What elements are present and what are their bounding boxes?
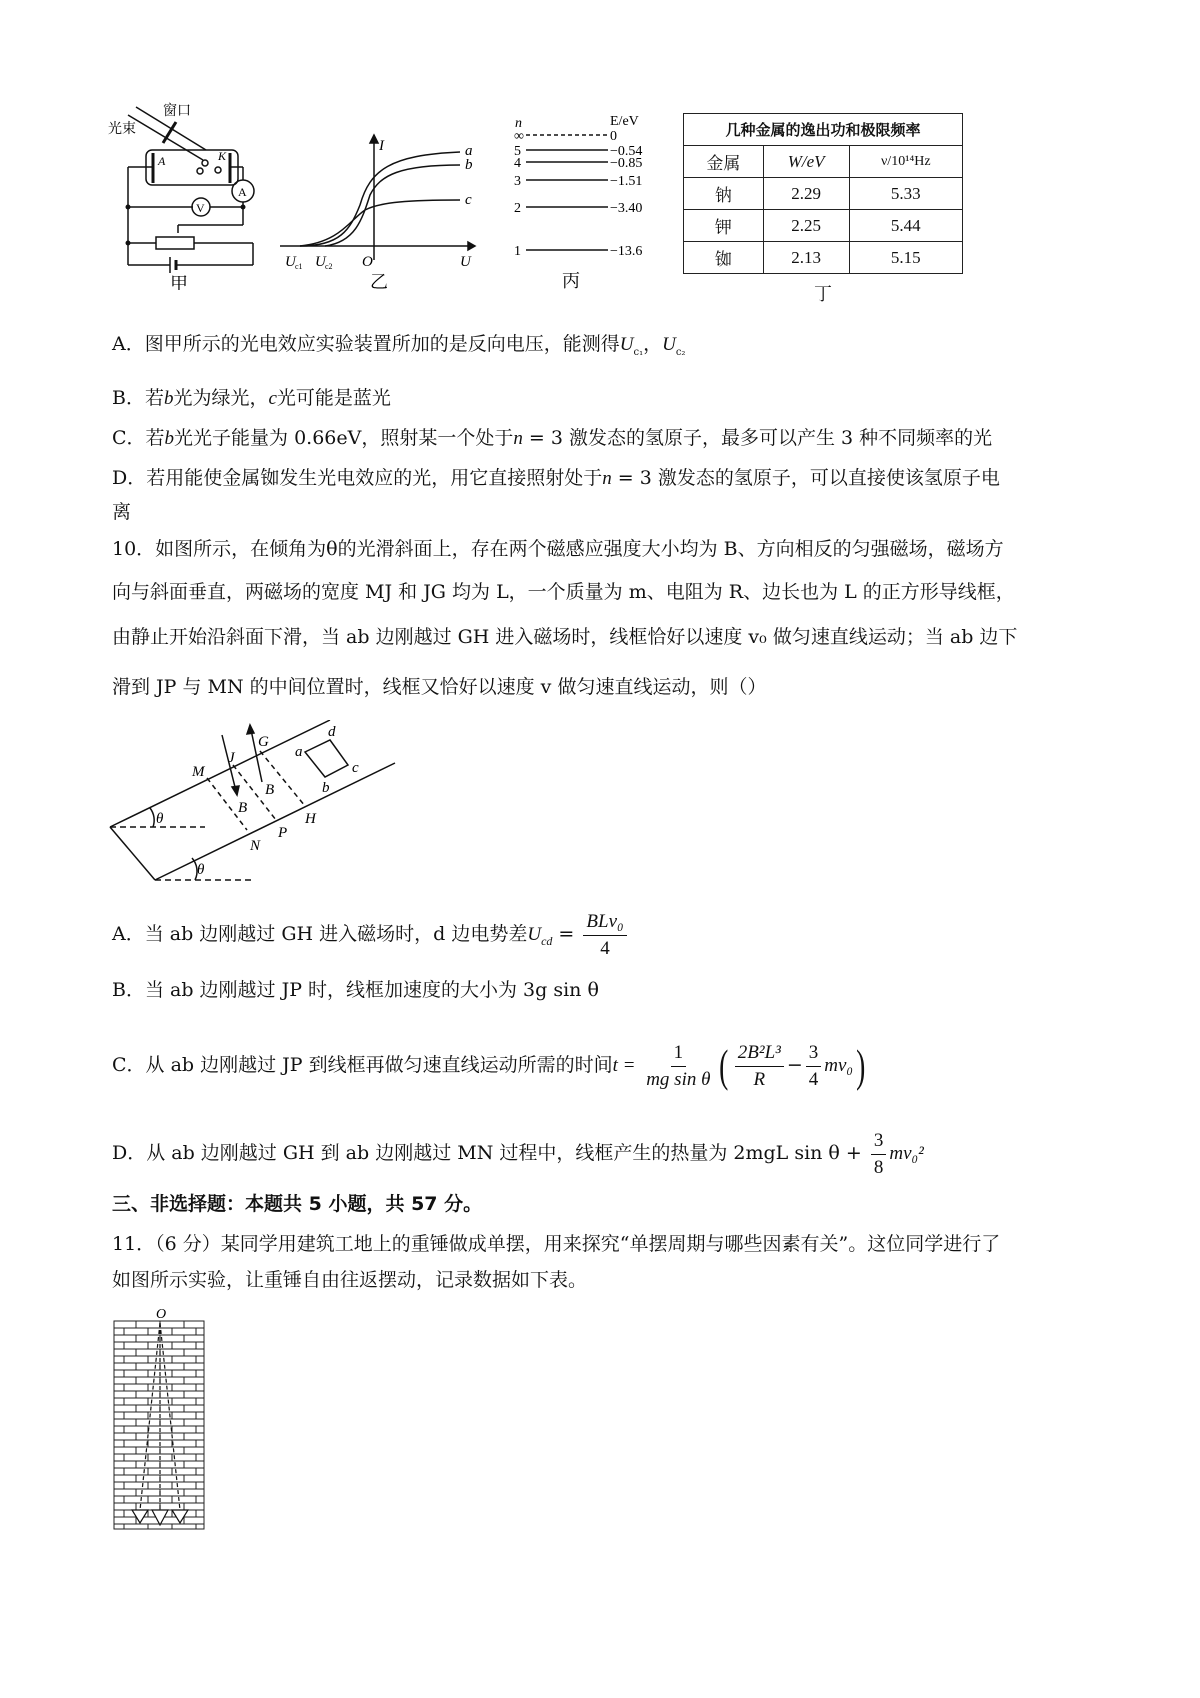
q10-option-d	[112, 1125, 924, 1182]
math-u: U	[662, 334, 676, 355]
option-text: A．图甲所示的光电效应实验装置所加的是反向电压，能测得	[112, 333, 620, 355]
energy-level-n: 4	[514, 156, 521, 171]
q9-option-d	[112, 466, 1000, 491]
ammeter-label: A	[238, 185, 247, 199]
math-sub: c₂	[675, 346, 686, 358]
caption-jia: 甲	[170, 274, 188, 290]
caption-bing: 丙	[562, 271, 580, 290]
table-row	[684, 178, 963, 210]
math-tail: mv₀	[824, 1055, 854, 1076]
figure-jia	[108, 95, 268, 290]
energy-level-value: −13.6	[610, 244, 643, 259]
energy-level-value: 0	[610, 129, 617, 144]
pivot-label: O	[156, 1307, 167, 1322]
math-u: U	[527, 924, 542, 945]
text: 光光子能量为 0.66eV，照射某一个处于	[174, 427, 514, 449]
label-h: H	[305, 811, 316, 827]
q10-option-c	[112, 1035, 868, 1096]
header-metal: 金属	[684, 146, 764, 178]
energy-level-n: 2	[514, 201, 521, 216]
q9-option-d-cont: 离	[112, 501, 132, 523]
cell: 5.15	[849, 242, 962, 274]
q9-option-a	[112, 332, 685, 365]
label-b1: B	[238, 800, 248, 816]
curve-a-label: a	[465, 143, 473, 159]
uc1-label: U	[285, 254, 296, 270]
sep: ，	[643, 333, 663, 355]
beam-label: 光束	[108, 122, 136, 137]
q10-stem-1: 10．如图所示，在倾角为θ的光滑斜面上，存在两个磁感应强度大小均为 B、方向相反的匀强磁场，磁场方	[112, 538, 1004, 560]
text: 光可能是蓝光	[276, 387, 391, 409]
label-b: b	[322, 780, 330, 796]
e-label: E/eV	[610, 115, 639, 129]
q10-stem-2: 向与斜面垂直，两磁场的宽度 MJ 和 JG 均为 L，一个质量为 m、电阻为 R、边长也为 L 的正方形导线框，	[112, 581, 1015, 603]
q10-stem-3: 由静止开始沿斜面下滑，当 ab 边刚越过 GH 进入磁场时，线框恰好以速度 v₀ 做匀速直线运动；当 ab 边下	[112, 626, 1018, 648]
q10-option-b: B．当 ab 边刚越过 JP 时，线框加速度的大小为 3g sin θ	[112, 979, 599, 1001]
text: B．若	[112, 387, 164, 409]
energy-level-n: 3	[514, 174, 521, 189]
label-a: a	[295, 744, 303, 760]
fraction	[583, 909, 626, 962]
curve-c	[300, 200, 460, 246]
caption-ding: 丁	[814, 284, 832, 305]
label-d: d	[328, 724, 336, 740]
wall-outline	[114, 1321, 204, 1529]
header-work: W/eV	[763, 146, 849, 178]
label-theta-1: θ	[156, 811, 164, 827]
text: = 3 激发态的氢原子，可以直接使该氢原子电	[611, 467, 1000, 489]
numerator: BLv₀	[583, 909, 626, 936]
anode-label: A	[158, 154, 166, 168]
figure-bing	[510, 115, 670, 290]
math-t: t =	[612, 1055, 641, 1076]
energy-level-n: ∞	[514, 129, 524, 144]
cell: 钠	[684, 178, 764, 210]
numerator: 3	[806, 1040, 822, 1067]
math-sub: cd	[541, 933, 553, 948]
numerator: 2B²L³	[735, 1040, 784, 1067]
q10-option-a	[112, 908, 630, 967]
option-text: C．从 ab 边刚越过 JP 到线框再做匀速直线运动所需的时间	[112, 1054, 613, 1076]
math: n	[513, 428, 523, 449]
cell: 2.25	[763, 210, 849, 242]
math: b	[163, 388, 174, 409]
q10-stem-4: 滑到 JP 与 MN 的中间位置时，线框又恰好以速度 v 做匀速直线运动，则（）	[112, 676, 767, 698]
figure-ding	[683, 113, 963, 306]
q11-stem-2: 如图所示实验，让重锤自由往返摆动，记录数据如下表。	[112, 1269, 588, 1291]
label-b2: B	[265, 782, 275, 798]
q9-option-b	[112, 386, 391, 411]
curve-b	[325, 165, 460, 246]
math-sub: c₁	[633, 346, 644, 358]
axis-i-label: I	[379, 138, 384, 154]
energy-level-n: 5	[514, 144, 521, 159]
denominator: mg sin θ	[646, 1068, 711, 1090]
paren-close: )	[856, 1040, 866, 1091]
cell: 铷	[684, 242, 764, 274]
header-freq: ν/10¹⁴Hz	[849, 146, 962, 178]
caption-yi: 乙	[370, 272, 388, 290]
cathode-label: K	[218, 149, 227, 163]
label-g: G	[258, 734, 269, 750]
energy-level-value: −3.40	[610, 201, 643, 216]
fraction	[806, 1040, 822, 1093]
q11-stem-1: 11．（6 分）某同学用建筑工地上的重锤做成单摆，用来探究“单摆周期与哪些因素有关”。这位同学进行了	[112, 1233, 1001, 1255]
cell: 2.29	[763, 178, 849, 210]
math: c	[268, 388, 277, 409]
math-tail: mv₀²	[889, 1143, 924, 1164]
paren-open: (	[719, 1040, 729, 1091]
origin-label: O	[362, 254, 373, 270]
energy-level-value: −1.51	[610, 174, 643, 189]
figure-yi	[280, 130, 480, 290]
cell: 5.33	[849, 178, 962, 210]
metal-table	[683, 113, 963, 274]
uc2-label: U	[315, 254, 326, 270]
window-label: 窗口	[163, 104, 191, 119]
cell: 钾	[684, 210, 764, 242]
denominator: 4	[600, 937, 610, 959]
q9-option-c	[112, 426, 992, 451]
fraction	[643, 1040, 713, 1093]
axis-u-label: U	[460, 254, 471, 270]
n-label: n	[515, 116, 522, 131]
cell: 5.44	[849, 210, 962, 242]
text: C．若	[112, 427, 165, 449]
curve-b-label: b	[465, 157, 473, 173]
energy-level-value: −0.85	[610, 156, 643, 171]
text: D．若用能使金属铷发生光电效应的光，用它直接照射处于	[112, 467, 603, 489]
label-j: J	[228, 750, 235, 766]
denominator: 4	[808, 1068, 819, 1090]
energy-level-n: 1	[514, 244, 521, 259]
label-m: M	[192, 764, 205, 780]
label-p: P	[278, 825, 288, 841]
minus: −	[786, 1054, 803, 1076]
numerator: 3	[871, 1128, 887, 1155]
table-header-row	[684, 146, 963, 178]
section-heading: 三、非选择题：本题共 5 小题，共 57 分。	[112, 1193, 483, 1215]
label-c: c	[352, 760, 359, 776]
math-u: U	[619, 334, 634, 355]
label-theta-2: θ	[197, 862, 205, 878]
text: = 3 激发态的氢原子，最多可以产生 3 种不同频率的光	[522, 427, 993, 449]
cell: 2.13	[763, 242, 849, 274]
table-title: 几种金属的逸出功和极限频率	[684, 114, 963, 146]
energy-level-value: −0.54	[610, 144, 643, 159]
denominator: R	[753, 1068, 766, 1090]
eq: =	[552, 923, 581, 945]
voltmeter-label: V	[196, 201, 205, 215]
fraction	[871, 1128, 887, 1181]
table-row	[684, 210, 963, 242]
math: b	[164, 428, 175, 449]
uc2-sub: c2	[325, 262, 333, 271]
figure-pendulum-wall	[112, 1305, 207, 1530]
uc1-sub: c1	[295, 262, 303, 271]
fraction	[735, 1040, 784, 1093]
figure-incline	[100, 720, 420, 900]
option-text: A．当 ab 边刚越过 GH 进入磁场时，d 边电势差	[112, 923, 528, 945]
math: n	[602, 468, 612, 489]
option-text: D．从 ab 边刚越过 GH 到 ab 边刚越过 MN 过程中，线框产生的热量为 2mgL sin θ +	[112, 1142, 868, 1164]
numerator: 1	[671, 1040, 687, 1067]
curve-c-label: c	[465, 192, 472, 208]
label-n: N	[250, 838, 261, 854]
table-row	[684, 242, 963, 274]
text: 光为绿光，	[173, 387, 269, 409]
denominator: 8	[873, 1156, 884, 1178]
